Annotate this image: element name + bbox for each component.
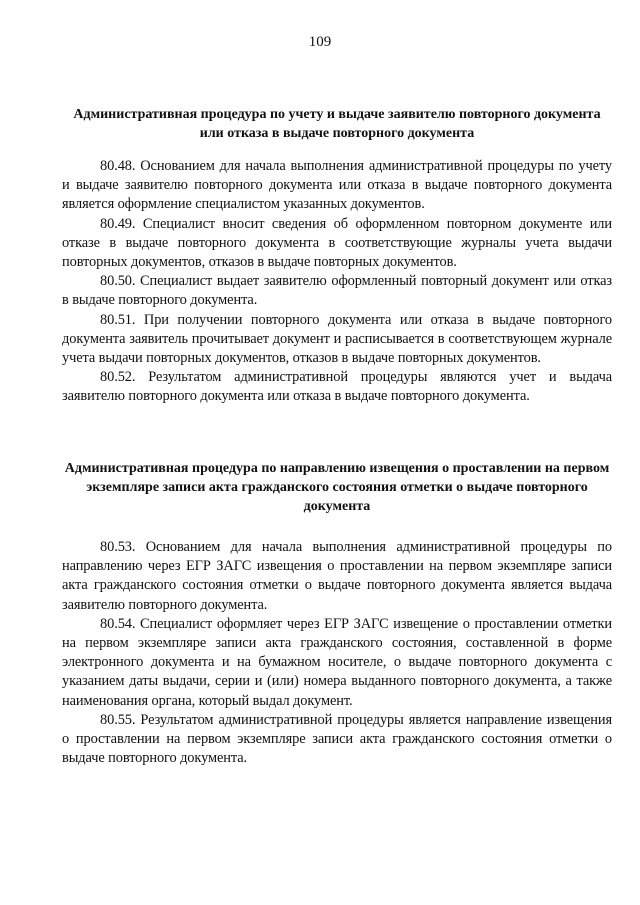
paragraph-80-49: 80.49. Специалист вносит сведения об оформленном повторном документе или отказе в выдаче повторного документа в соответствующие журналы учета выдачи повторных документов, отказов в выдаче повторных документов. bbox=[62, 215, 612, 271]
page-number: 109 bbox=[308, 34, 332, 50]
section-2-heading: Административная процедура по направлению извещения о проставлении на первом экземпляре записи акта гражданского состояния отметки о выдаче повторного документа bbox=[64, 461, 610, 514]
paragraph-80-53: 80.53. Основанием для начала выполнения административной процедуры по направлению через ЕГР ЗАГС извещения о проставлении на первом экземпляре записи акта гражданского состояния отметки о выдаче повторного документа является выдача заявителю повторного документа. bbox=[62, 539, 612, 613]
section-2-body bbox=[62, 538, 612, 768]
section-1-body bbox=[62, 157, 612, 407]
section-1-heading: Административная процедура по учету и выдаче заявителю повторного документа или отказа в выдаче повторного документа bbox=[73, 107, 601, 141]
paragraph-80-52: 80.52. Результатом административной процедуры являются учет и выдача заявителю повторного документа или отказа в выдаче повторного документа. bbox=[62, 369, 612, 405]
paragraph-80-55: 80.55. Результатом административной процедуры является направление извещения о проставлении на первом экземпляре записи акта гражданского состояния отметки о выдаче повторного документа. bbox=[62, 711, 612, 767]
paragraph-80-54: 80.54. Специалист оформляет через ЕГР ЗАГС извещение о проставлении отметки на первом экземпляре записи акта гражданского состояния, составленной в форме электронного документа и на бумажном носителе, о выдаче повторного документа с указанием даты выдачи, серии и (или) номера выданного повторного документа, а также наименования органа, который выдал документ. bbox=[62, 615, 612, 709]
paragraph-80-48: 80.48. Основанием для начала выполнения административной процедуры по учету и выдаче заявителю повторного документа или отказа в выдаче повторного документа является оформление специалистом указанных документов. bbox=[62, 158, 612, 213]
paragraph-80-51: 80.51. При получении повторного документа или отказа в выдаче повторного документа заявитель прочитывает документ и расписывается в соответствующем журнале учета выдачи повторных документов, отказов в выдаче повторных документов. bbox=[62, 311, 612, 367]
paragraph-80-50: 80.50. Специалист выдает заявителю оформленный повторный документ или отказ в выдаче повторного документа. bbox=[62, 273, 612, 309]
